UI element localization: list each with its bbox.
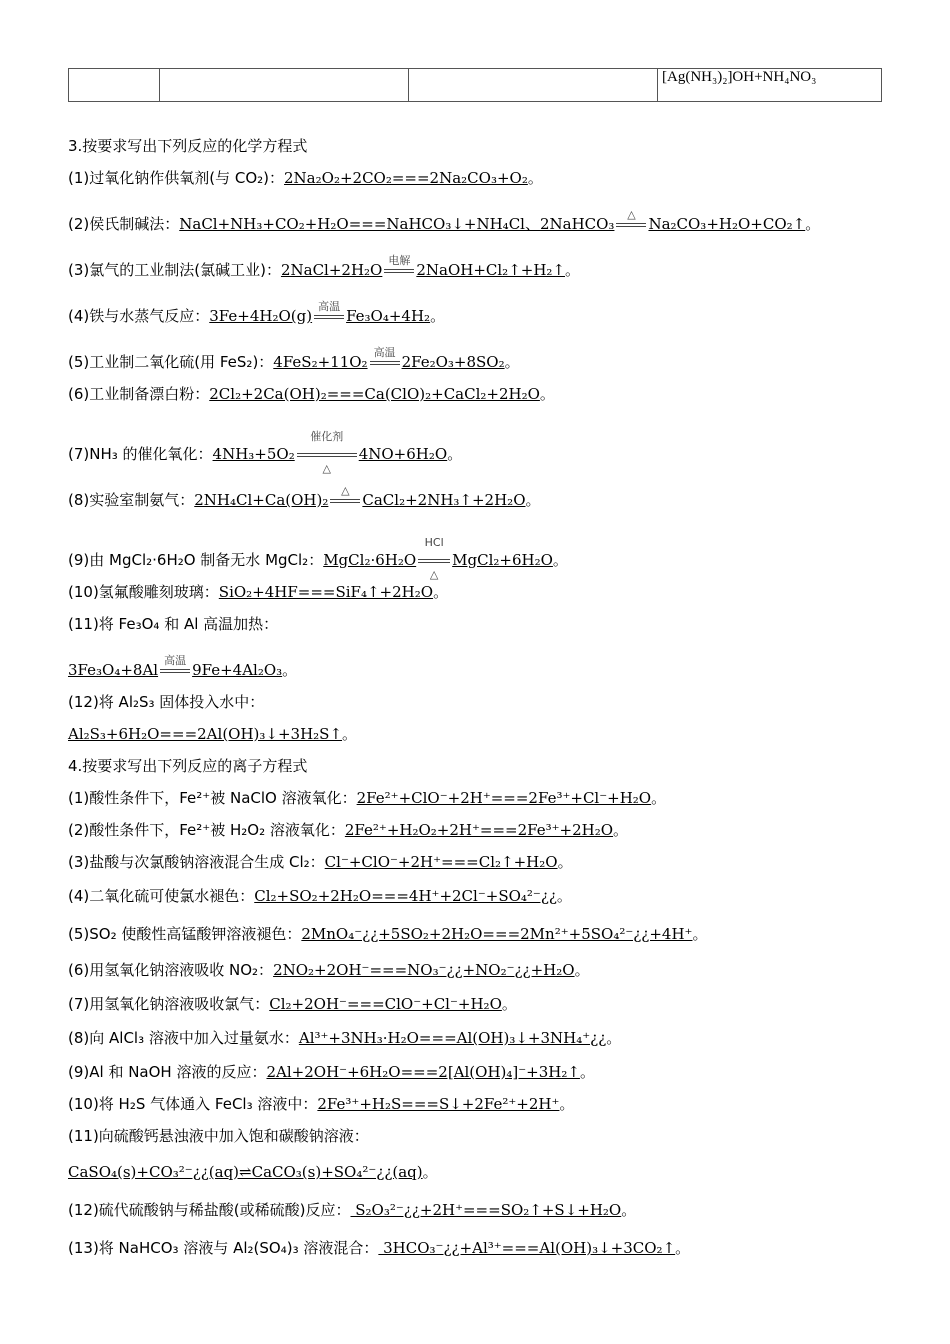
equation-line: (8)向 AlCl₃ 溶液中加入过量氨水：Al³⁺+3NH₃·H₂O===Al(OH)₃↓+3NH₄⁺¿¿。 [68, 1029, 622, 1047]
reaction-table-fragment [68, 68, 882, 102]
equation-line: (7)NH₃ 的催化氧化：4NH₃+5O₂ 催化剂 △ 4NO+6H₂O。 [68, 430, 463, 475]
equation-line: (6)用氢氧化钠溶液吸收 NO₂：2NO₂+2OH⁻===NO₃⁻¿¿+NO₂⁻¿¿+H₂O。 [68, 961, 590, 979]
equation-line: (12)硫代硫酸钠与稀盐酸(或稀硫酸)反应： S₂O₃²⁻¿¿+2H⁺===SO₂↑+S↓+H₂O。 [68, 1201, 637, 1219]
table-cell [409, 69, 658, 102]
equation-line: (2)酸性条件下，Fe²⁺被 H₂O₂ 溶液氧化：2Fe²⁺+H₂O₂+2H⁺===2Fe³⁺+2H₂O。 [68, 821, 629, 839]
equation-line: 3Fe₃O₄+8Al 高温 9Fe+4Al₂O₃。 [68, 654, 298, 679]
equation-line: (6)工业制备漂白粉：2Cl₂+2Ca(OH)₂===Ca(ClO)₂+CaCl₂+2H₂O。 [68, 385, 555, 403]
equation-line: (7)用氢氧化钠溶液吸收氯气：Cl₂+2OH⁻===ClO⁻+Cl⁻+H₂O。 [68, 995, 517, 1013]
equation-line: (13)将 NaHCO₃ 溶液与 Al₂(SO₄)₃ 溶液混合： 3HCO₃⁻¿¿+Al³⁺===Al(OH)₃↓+3CO₂↑。 [68, 1239, 691, 1257]
equation-line: (1)过氧化钠作供氧剂(与 CO₂)：2Na₂O₂+2CO₂===2Na₂CO₃+O₂。 [68, 169, 543, 187]
condition-arrow: △ [328, 499, 362, 503]
condition-arrow: 电解 [382, 269, 416, 273]
equation-line: (4)铁与水蒸气反应：3Fe+4H₂O(g) 高温 Fe₃O₄+4H₂。 [68, 300, 446, 325]
equation-line: (2)侯氏制碱法：NaCl+NH₃+CO₂+H₂O===NaHCO₃↓+NH₄Cl、2NaHCO₃ △ Na₂CO₃+H₂O+CO₂↑。 [68, 208, 821, 233]
table-cell [69, 69, 160, 102]
equation-line: (10)氢氟酸雕刻玻璃：SiO₂+4HF===SiF₄↑+2H₂O。 [68, 583, 449, 601]
condition-arrow: 高温 [368, 361, 402, 365]
table-cell [160, 69, 409, 102]
equation-line: (8)实验室制氨气：2NH₄Cl+Ca(OH)₂ △ CaCl₂+2NH₃↑+2H₂O。 [68, 484, 541, 509]
condition-arrow: HCl △ [416, 559, 452, 563]
section-heading: 4.按要求写出下列反应的离子方程式 [68, 757, 308, 775]
equation-line: (10)将 H₂S 气体通入 FeCl₃ 溶液中：2Fe³⁺+H₂S===S↓+2Fe²⁺+2H⁺。 [68, 1095, 575, 1113]
equation-line: (5)工业制二氧化硫(用 FeS₂)：4FeS₂+11O₂ 高温 2Fe₂O₃+8SO₂。 [68, 346, 520, 371]
equation-line: (11)将 Fe₃O₄ 和 Al 高温加热： [68, 615, 279, 633]
equation-line: (3)氯气的工业制法(氯碱工业)：2NaCl+2H₂O 电解 2NaOH+Cl₂↑+H₂↑。 [68, 254, 581, 279]
table-cell: [Ag(NH₃)₂]OH+NH₄NO₃ [658, 69, 882, 102]
condition-arrow: 催化剂 △ [295, 453, 359, 457]
equation-line: CaSO₄(s)+CO₃²⁻¿¿(aq)⇌CaCO₃(s)+SO₄²⁻¿¿(aq)。 [68, 1163, 438, 1181]
equation-line: (3)盐酸与次氯酸钠溶液混合生成 Cl₂：Cl⁻+ClO⁻+2H⁺===Cl₂↑+H₂O。 [68, 853, 573, 871]
condition-arrow: △ [614, 223, 648, 227]
equation-line: (1)酸性条件下，Fe²⁺被 NaClO 溶液氧化：2Fe²⁺+ClO⁻+2H⁺===2Fe³⁺+Cl⁻+H₂O。 [68, 789, 667, 807]
equation-line: (9)Al 和 NaOH 溶液的反应：2Al+2OH⁻+6H₂O===2[Al(OH)₄]⁻+3H₂↑。 [68, 1063, 595, 1081]
section-heading: 3.按要求写出下列反应的化学方程式 [68, 137, 308, 155]
equation-line: Al₂S₃+6H₂O===2Al(OH)₃↓+3H₂S↑。 [68, 725, 358, 743]
equation-line: (5)SO₂ 使酸性高锰酸钾溶液褪色：2MnO₄⁻¿¿+5SO₂+2H₂O===2Mn²⁺+5SO₄²⁻¿¿+4H⁺。 [68, 925, 708, 943]
equation-line: (4)二氧化硫可使氯水褪色：Cl₂+SO₂+2H₂O===4H⁺+2Cl⁻+SO₄²⁻¿¿。 [68, 887, 572, 905]
condition-arrow: 高温 [158, 669, 192, 673]
equation-line: (9)由 MgCl₂·6H₂O 制备无水 MgCl₂：MgCl₂·6H₂O HCl △ MgCl₂+6H₂O。 [68, 536, 568, 581]
equation-line: (12)将 Al₂S₃ 固体投入水中： [68, 693, 265, 711]
equation-line: (11)向硫酸钙悬浊液中加入饱和碳酸钠溶液： [68, 1127, 369, 1145]
condition-arrow: 高温 [312, 315, 346, 319]
